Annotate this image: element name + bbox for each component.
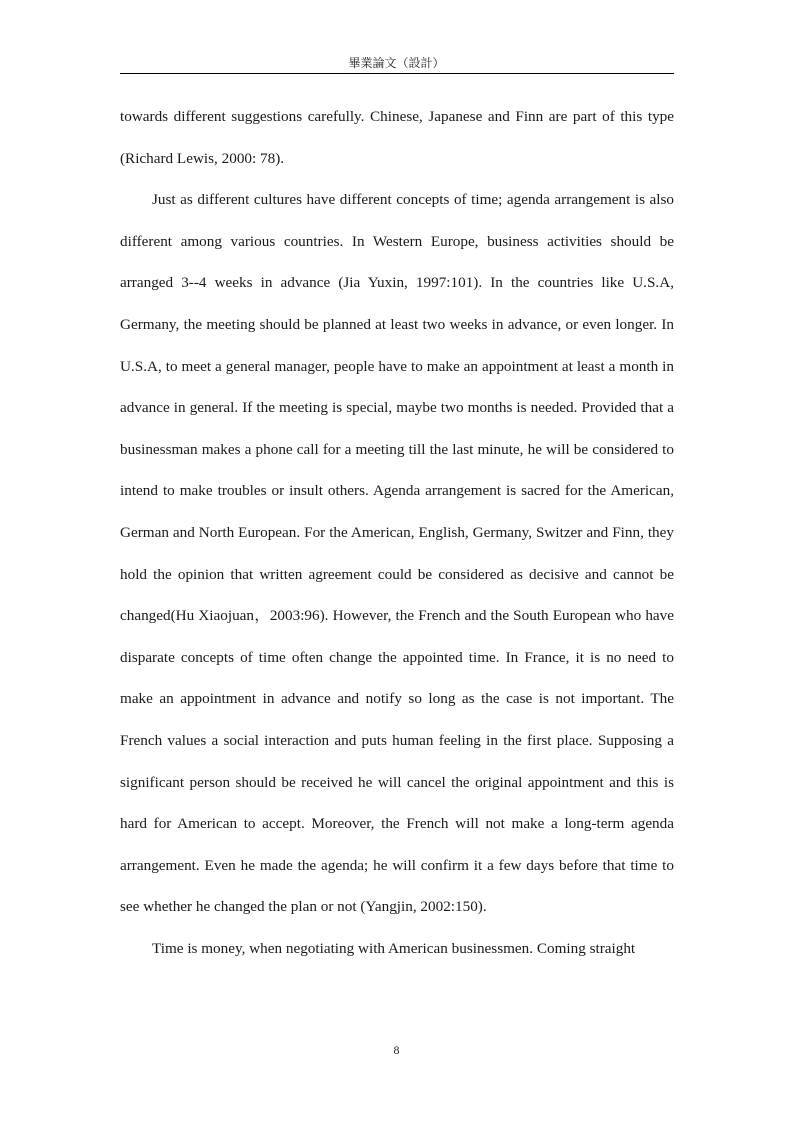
paragraph-time-is-money: Time is money, when negotiating with American businessmen. Coming straight [152, 939, 636, 957]
header-title: 畢業論文（設計） [348, 56, 445, 70]
body-text [120, 96, 674, 969]
paragraph-agenda-arrangement: Just as different cultures have different concepts of time; agenda arrangement is also different among various countries. In Western Europe, business activities should be arranged 3--4 weeks in advance (Jia Yuxin, 1997:101). In the countries like U.S.A, Germany, the meeting should be planned at least two weeks in advance, or even longer. In U.S.A, to meet a general manager, people have to make an appointment at least a month in advance in general. If the meeting is special, maybe two months is needed. Provided that a businessman makes a phone call for a meeting till the last minute, he will be considered to intend to make troubles or insult others. Agenda arrangement is sacred for the American, German and North European. For the American, English, Germany, Switzer and Finn, they hold the opinion that written agreement could be considered as decisive and cannot be changed(Hu Xiaojuan，2003:96). However, the French and the South European who have disparate concepts of time often change the appointed time. In France, it is no need to make an appointment in advance and notify so long as the case is not important. The French values a social interaction and puts human feeling in the first place. Supposing a significant person should be received he will cancel the original appointment and this is hard for American to accept. Moreover, the French will not make a long-term agenda arrangement. Even he made the agenda; he will confirm it a few days before that time to see whether he changed the plan or not (Yangjin, 2002:150). [120, 191, 674, 916]
header-divider [120, 73, 674, 74]
paragraph-continued: towards different suggestions carefully. Chinese, Japanese and Finn are part of this type (Richard Lewis, 2000: 78). [120, 108, 674, 167]
page-number: 8 [393, 1043, 400, 1057]
